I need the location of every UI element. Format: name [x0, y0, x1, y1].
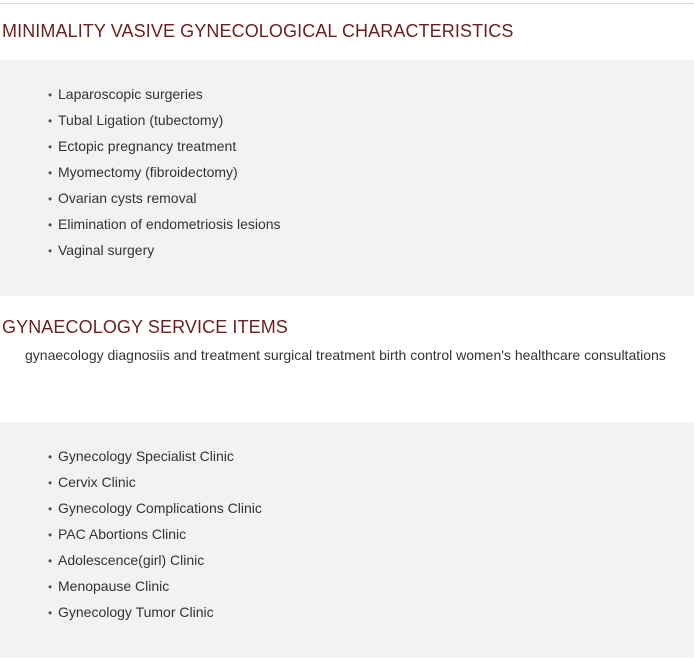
clinics-panel	[0, 422, 694, 658]
bullet-icon: •	[48, 450, 53, 464]
list-item	[48, 83, 281, 109]
bullet-icon: •	[48, 528, 53, 542]
bullet-icon: •	[48, 218, 53, 232]
bullet-icon: •	[48, 502, 53, 516]
section-title-service-items: GYNAECOLOGY SERVICE ITEMS	[2, 317, 288, 337]
bullet-icon: •	[48, 554, 53, 568]
bullet-icon: •	[48, 192, 53, 206]
bullet-icon: •	[48, 244, 53, 258]
list-item-label: Ectopic pregnancy treatment	[58, 138, 237, 154]
list-item	[48, 109, 281, 135]
list-item-label: Adolescence(girl) Clinic	[58, 552, 205, 568]
bullet-icon: •	[48, 88, 53, 102]
list-item	[48, 239, 281, 265]
bullet-icon: •	[48, 476, 53, 490]
bullet-icon: •	[48, 140, 53, 154]
list-item-label: Cervix Clinic	[58, 474, 136, 490]
list-item	[48, 471, 262, 497]
list-item	[48, 187, 281, 213]
bullet-icon: •	[48, 166, 53, 180]
list-item-label: Tubal Ligation (tubectomy)	[58, 112, 224, 128]
list-item	[48, 601, 262, 627]
clinics-list	[48, 445, 262, 627]
list-item	[48, 445, 262, 471]
list-item-label: Gynecology Specialist Clinic	[58, 448, 234, 464]
list-item-label: Gynecology Complications Clinic	[58, 500, 262, 516]
list-item	[48, 497, 262, 523]
list-item	[48, 549, 262, 575]
list-item	[48, 575, 262, 601]
list-item	[48, 161, 281, 187]
list-item-label: PAC Abortions Clinic	[58, 526, 187, 542]
list-item-label: Vaginal surgery	[58, 242, 155, 258]
list-item-label: Myomectomy (fibroidectomy)	[58, 164, 238, 180]
procedures-list	[48, 83, 281, 265]
list-item	[48, 213, 281, 239]
list-item-label: Elimination of endometriosis lesions	[58, 216, 281, 232]
list-item	[48, 523, 262, 549]
bullet-icon: •	[48, 114, 53, 128]
list-item-label: Gynecology Tumor Clinic	[58, 604, 214, 620]
list-item	[48, 135, 281, 161]
bullet-icon: •	[48, 580, 53, 594]
list-item-label: Menopause Clinic	[58, 578, 170, 594]
list-item-label: Ovarian cysts removal	[58, 190, 197, 206]
list-item-label: Laparoscopic surgeries	[58, 86, 203, 102]
service-description: gynaecology diagnosiis and treatment surgical treatment birth control women's healthcare consultations	[25, 347, 666, 363]
top-divider	[0, 3, 694, 4]
section-title-minimally-invasive: MINIMALITY VASIVE GYNECOLOGICAL CHARACTERISTICS	[2, 21, 514, 41]
procedures-panel	[0, 60, 694, 296]
bullet-icon: •	[48, 606, 53, 620]
